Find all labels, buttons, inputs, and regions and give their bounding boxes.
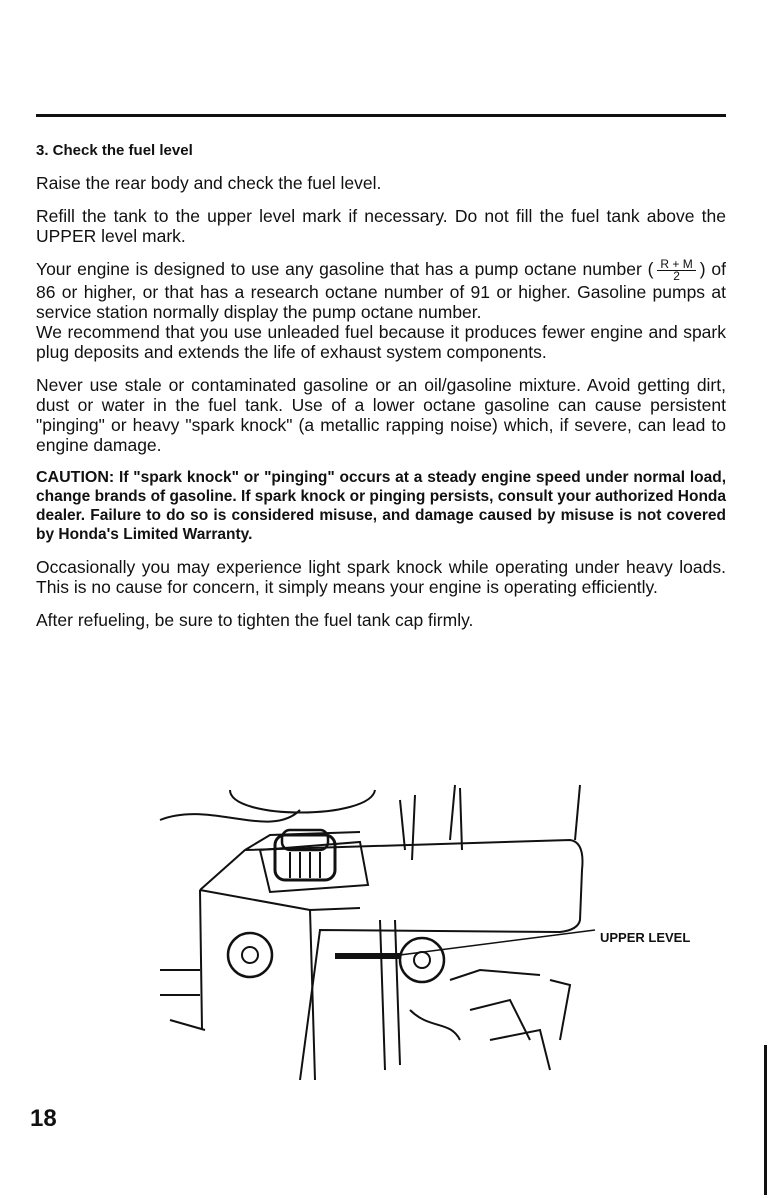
- top-rule: [36, 114, 726, 117]
- level-gauge: [400, 938, 444, 982]
- octane-text-b: ) of 86 or higher, or that has a research octane number of 91 or higher. Gasoline pumps at service station normally display the pump octane number.: [36, 259, 726, 322]
- filler-cap: [275, 835, 335, 880]
- caution-label: CAUTION:: [36, 469, 115, 486]
- paragraph-refueling: After refueling, be sure to tighten the fuel tank cap firmly.: [36, 610, 474, 630]
- octane-fraction: [657, 259, 695, 282]
- caution-text: If "spark knock" or "pinging" occurs at a steady engine speed under normal load, change brands of gasoline. If spark knock or pinging persists, consult your authorized Honda dealer. Failure to do so is considered misuse, and damage caused by misuse is not covered by Honda's Limited Warranty.: [36, 469, 726, 543]
- paragraph-refill: Refill the tank to the upper level mark if necessary. Do not fill the fuel tank above the UPPER level mark.: [36, 206, 726, 246]
- fraction-numerator: R + M: [657, 259, 695, 271]
- page-number: 18: [30, 1105, 57, 1132]
- leader-line: [400, 930, 595, 955]
- left-bolt: [228, 933, 272, 977]
- section-heading: 3. Check the fuel level: [36, 142, 193, 159]
- page-edge-mark: [764, 1045, 767, 1195]
- paragraph-raise: Raise the rear body and check the fuel level.: [36, 173, 382, 193]
- engine-lower-parts: [160, 970, 570, 1070]
- paragraph-octane: [36, 259, 726, 322]
- paragraph-stale-fuel: Never use stale or contaminated gasoline or an oil/gasoline mixture. Avoid getting dirt, dust or water in the fuel tank. Use of a lower octane gasoline can cause persistent "pinging" or heavy "spark knock" (a metallic rapping noise) which, if severe, can lead to engine damage.: [36, 375, 726, 455]
- page-content: [36, 142, 726, 643]
- upper-level-callout: UPPER LEVEL: [600, 930, 691, 945]
- caution-block: [36, 468, 726, 544]
- paragraph-spark-knock: Occasionally you may experience light spark knock while operating under heavy loads. This is no cause for concern, it simply means your engine is operating efficiently.: [36, 557, 726, 597]
- tank-side-panel: [200, 890, 360, 1080]
- paragraph-unleaded: We recommend that you use unleaded fuel because it produces fewer engine and spark plug deposits and extends the life of exhaust system components.: [36, 322, 726, 362]
- engine-outline: [160, 785, 580, 860]
- octane-text-a: Your engine is designed to use any gasoline that has a pump octane number (: [36, 259, 654, 280]
- fraction-denominator: 2: [673, 269, 680, 283]
